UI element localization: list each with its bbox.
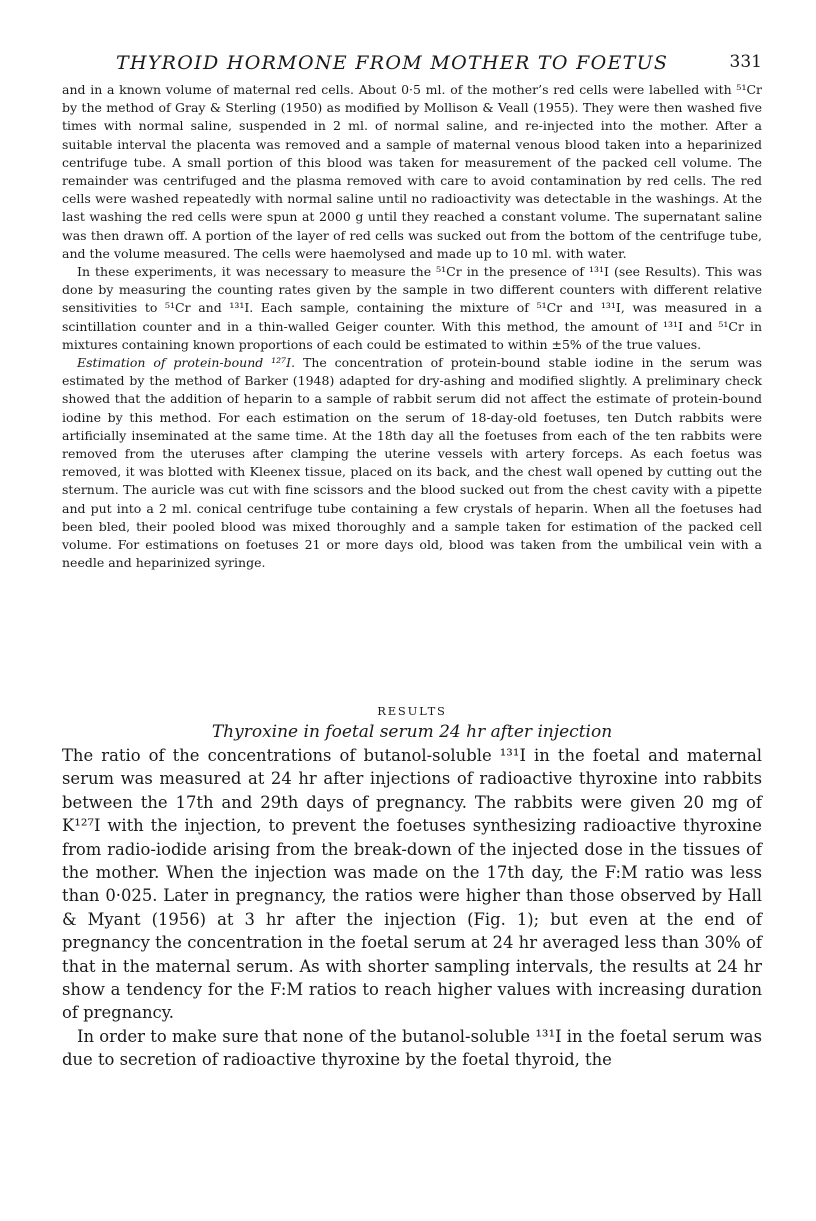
results-paragraph-1: The ratio of the concentrations of butanol-soluble ¹³¹I in the foetal and maternal serum was measured at 24 hr after injections of radioactive thyroxine into rabbits between the 17th and 29th days of pregnancy. The rabbits were given 20 mg of K¹²⁷I with the injection, to prevent the foetuses synthesizing radioactive thyroxine from radio-iodide arising from the break-down of the injected dose in the tissues of the mother. When the injection was made on the 17th day, the F:M ratio was less than 0·025. Later in pregnancy, the ratios were higher than those observed by Hall & Myant (1956) at 3 hr after the injection (Fig. 1); but even at the end of pregnancy the concentration in the foetal serum at 24 hr averaged less than 30% of that in the maternal serum. As with shorter sampling intervals, the results at 24 hr show a tendency for the F:M ratios to reach higher values with increasing duration of pregnancy. bbox=[62, 746, 762, 1023]
methods-paragraph-2: In these experiments, it was necessary to measure the ⁵¹Cr in the presence of ¹³¹I (see Results). This was done by measuring the counting rates given by the sample in two different counters with different relative sensitivities to ⁵¹Cr and ¹³¹I. Each sample, containing the mixture of ⁵¹Cr and ¹³¹I, was measured in a scintillation counter and in a thin-walled Geiger counter. With this method, the amount of ¹³¹I and ⁵¹Cr in mixtures containing known proportions of each could be estimated to within ±5% of the true values. bbox=[62, 264, 762, 352]
page-header bbox=[62, 52, 762, 78]
results-section bbox=[62, 744, 762, 1072]
results-subheading: Thyroxine in foetal serum 24 hr after injection bbox=[211, 722, 613, 742]
page-number: 331 bbox=[729, 52, 762, 72]
methods-section bbox=[62, 81, 762, 572]
methods-paragraph-1: and in a known volume of maternal red cells. About 0·5 ml. of the mother’s red cells were labelled with ⁵¹Cr by the method of Gray & Sterling (1950) as modified by Mollison & Veall (1955). They were then washed five times with normal saline, suspended in 2 ml. of normal saline, and re-injected into the mother. After a suitable interval the placenta was removed and a sample of maternal venous blood taken into a heparinized centrifuge tube. A small portion of this blood was taken for measurement of the packed cell volume. The remainder was centrifuged and the plasma removed with care to avoid contamination by red cells. The red cells were washed repeatedly with normal saline until no radioactivity was detectable in the washings. At the last washing the red cells were spun at 2000 g until they reached a constant volume. The supernatant saline was then drawn off. A portion of the layer of red cells was sucked out from the bottom of the centrifuge tube, and the volume measured. The cells were haemolysed and made up to 10 ml. with water. bbox=[62, 82, 762, 261]
results-heading: RESULTS bbox=[377, 704, 447, 718]
running-title: THYROID HORMONE FROM MOTHER TO FOETUS bbox=[116, 52, 669, 74]
results-paragraph-2: In order to make sure that none of the butanol-soluble ¹³¹I in the foetal serum was due to secretion of radioactive thyroxine by the foetal thyroid, the bbox=[62, 1026, 762, 1070]
methods-paragraph-3 bbox=[62, 354, 762, 572]
protein-bound-iodine-text: The concentration of protein-bound stable iodine in the serum was estimated by the method of Barker (1948) adapted for dry-ashing and modified slightly. A preliminary check showed that the addition of heparin to a sample of rabbit serum did not affect the estimate of protein-bound iodine by this method. For each estimation on the serum of 18-day-old foetuses, ten Dutch rabbits were artificially inseminated at the same time. At the 18th day all the foetuses from each of the ten rabbits were removed from the uteruses after clamping the uterine vessels with artery forceps. As each foetus was removed, it was blotted with Kleenex tissue, placed on its back, and the chest wall opened by cutting out the sternum. The auricle was cut with fine scissors and the blood sucked out from the chest cavity with a pipette and put into a 2 ml. conical centrifuge tube containing a few crystals of heparin. When all the foetuses had been bled, their pooled blood was mixed thoroughly and a sample taken for estimation of the packed cell volume. For estimations on foetuses 21 or more days old, blood was taken from the umbilical vein with a needle and heparinized syringe. bbox=[62, 355, 762, 571]
protein-bound-iodine-heading: Estimation of protein-bound ¹²⁷I. bbox=[77, 355, 296, 371]
